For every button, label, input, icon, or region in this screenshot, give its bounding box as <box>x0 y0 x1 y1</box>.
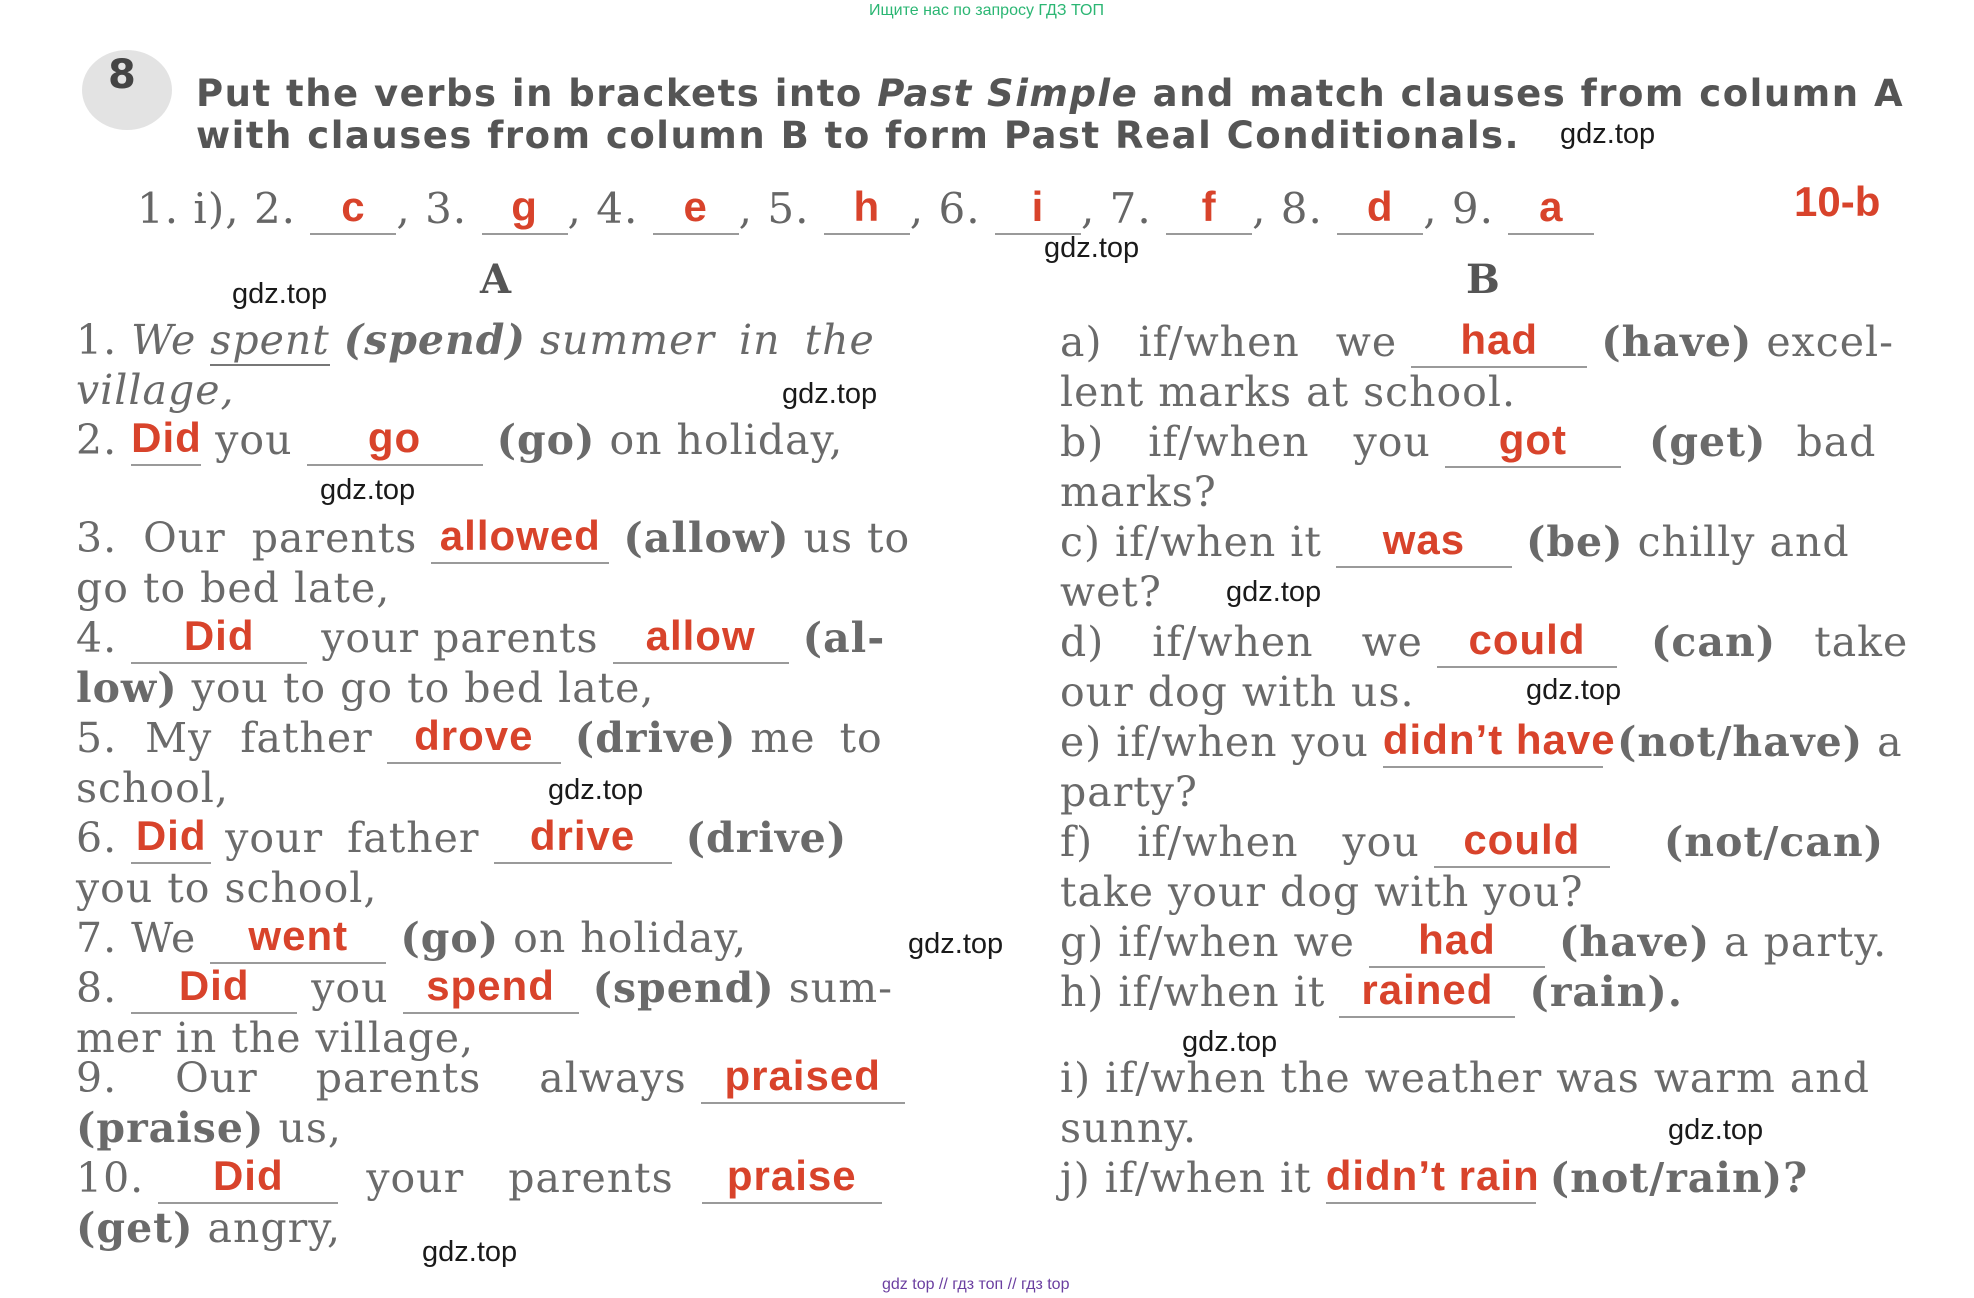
example-answer: spent <box>210 316 330 364</box>
verb-prompt: (drive) <box>685 814 848 862</box>
answer: Did <box>212 1152 284 1199</box>
answer: allow <box>645 612 756 659</box>
answer-blank <box>1339 968 1515 1018</box>
a-line-9 <box>76 1054 905 1104</box>
watermark: gdz.top <box>232 278 328 310</box>
answer: had <box>1460 316 1539 363</box>
answer-blank <box>210 914 386 964</box>
watermark: gdz.top <box>1668 1114 1764 1146</box>
answer: was <box>1382 516 1466 563</box>
key-blank <box>995 184 1081 235</box>
key-item-1: 1. i), 2. <box>137 184 297 233</box>
answer: drive <box>529 812 636 859</box>
text: angry, <box>207 1204 341 1252</box>
answer: drove <box>414 712 534 759</box>
text: your parents <box>366 1154 674 1202</box>
key-blank <box>824 184 910 235</box>
item-number: 10. <box>76 1154 145 1202</box>
b-line-e <box>1060 718 1903 768</box>
exercise-number: 8 <box>108 52 136 98</box>
key-blank <box>1337 184 1423 235</box>
text: 5. My father <box>76 714 373 762</box>
watermark: gdz.top <box>422 1236 518 1268</box>
text: d) if/when we <box>1060 618 1423 666</box>
answer: praise <box>726 1152 857 1199</box>
text: e) if/when you <box>1060 718 1369 766</box>
a-line-7 <box>76 914 747 964</box>
answer-blank <box>131 416 201 466</box>
a-line-10 <box>76 1154 882 1204</box>
verb-prompt: low) <box>76 664 178 712</box>
b-line-d <box>1060 618 1908 668</box>
site-note-top: Ищите нас по запросу ГДЗ ТОП <box>869 2 1104 19</box>
b-line-j <box>1060 1154 1808 1204</box>
answer: rained <box>1361 966 1494 1013</box>
item-number: 2. <box>76 416 118 464</box>
b-line-d2: our dog with us. <box>1060 668 1415 716</box>
verb-prompt: (not/rain)? <box>1549 1154 1809 1202</box>
text: your father <box>225 814 480 862</box>
key-number: 4. <box>596 184 639 233</box>
text: your parents <box>321 614 599 662</box>
a-line-6 <box>76 814 847 864</box>
key-answer: g <box>511 183 538 230</box>
watermark: gdz.top <box>1526 674 1622 706</box>
verb-prompt: (al- <box>802 614 886 662</box>
instruction-part: Put the verbs in brackets into <box>196 72 863 115</box>
watermark: gdz.top <box>908 928 1004 960</box>
text: me to <box>750 714 883 762</box>
text: a <box>1877 718 1903 766</box>
answer-blank <box>701 1054 905 1104</box>
answer-blank <box>1437 618 1617 668</box>
b-line-h <box>1060 968 1683 1018</box>
answer: go <box>367 414 422 461</box>
text: you <box>311 964 389 1012</box>
b-line-e2: party? <box>1060 768 1198 816</box>
text: summer in the <box>539 316 875 364</box>
watermark: gdz.top <box>1044 232 1140 264</box>
answer-blank <box>131 614 307 664</box>
a-line-8 <box>76 964 893 1014</box>
verb-prompt: (rain). <box>1529 968 1684 1016</box>
watermark: gdz.top <box>1226 576 1322 608</box>
item-number: 8. <box>76 964 118 1012</box>
answer-blank <box>403 964 579 1014</box>
verb-prompt: (get) <box>76 1204 194 1252</box>
text: you to go to bed late, <box>191 664 655 712</box>
text: c) if/when it <box>1060 518 1322 566</box>
answer: didn’t rain <box>1325 1152 1540 1199</box>
a-line-4b <box>76 664 654 712</box>
a-line-3 <box>76 514 910 564</box>
answer: praised <box>724 1052 881 1099</box>
a-line-8b: mer in the village, <box>76 1014 474 1062</box>
answer: didn’t have <box>1382 716 1616 763</box>
site-note-bottom: gdz top // гдз топ // гдз top <box>882 1276 1070 1293</box>
text: chilly and <box>1637 518 1850 566</box>
answer: Did <box>178 962 250 1009</box>
key-blank <box>653 184 739 235</box>
key-answer: c <box>341 183 366 230</box>
b-line-i: i) if/when the weather was warm and <box>1060 1054 1870 1102</box>
key-answer: e <box>683 183 708 230</box>
key-answer-10: 10-b <box>1794 178 1881 225</box>
verb-prompt: (go) <box>496 416 596 464</box>
answer-blank <box>131 964 297 1014</box>
column-a-header: A <box>480 256 512 303</box>
answer: allowed <box>439 512 601 559</box>
verb-prompt: (spend) <box>343 316 526 364</box>
verb-prompt: (get) <box>1648 418 1767 466</box>
b-line-c2: wet? <box>1060 568 1162 616</box>
item-number: 4. <box>76 614 118 662</box>
verb-prompt: (have) <box>1601 318 1753 366</box>
verb-prompt: (not/have) <box>1616 718 1864 766</box>
answer-blank <box>431 514 609 564</box>
text: take <box>1814 618 1909 666</box>
key-blank <box>482 184 568 235</box>
verb-prompt: (praise) <box>76 1104 265 1152</box>
watermark: gdz.top <box>548 774 644 806</box>
a-line-2 <box>76 416 843 466</box>
verb-prompt: (allow) <box>623 514 790 562</box>
instruction-line-2: with clauses from column B to form Past Real Conditionals. <box>196 114 1521 157</box>
text: on holiday, <box>513 914 748 962</box>
key-blank <box>1508 184 1594 235</box>
answer: could <box>1468 616 1586 663</box>
verb-prompt: (drive) <box>574 714 737 762</box>
answer-blank <box>1445 418 1621 468</box>
key-answer: f <box>1201 183 1217 230</box>
key-number: 6. <box>938 184 981 233</box>
b-line-f2: take your dog with you? <box>1060 868 1584 916</box>
instruction-tense: Past Simple <box>877 72 1139 115</box>
key-answer: h <box>853 183 881 230</box>
text: j) if/when it <box>1060 1154 1312 1202</box>
key-answer: a <box>1539 183 1564 230</box>
answer-blank <box>387 714 561 764</box>
key-number: 7. <box>1109 184 1152 233</box>
verb-prompt: (can) <box>1651 618 1777 666</box>
b-line-b2: marks? <box>1060 468 1217 516</box>
answer-blank <box>1325 1152 1540 1204</box>
key-number: 3. <box>425 184 468 233</box>
b-line-f <box>1060 818 1884 868</box>
answer: Did <box>135 812 207 859</box>
b-line-c <box>1060 518 1850 568</box>
watermark: gdz.top <box>1182 1026 1278 1058</box>
answer-blank <box>702 1154 882 1204</box>
answer: Did <box>131 414 202 461</box>
watermark: gdz.top <box>320 474 416 506</box>
answer: got <box>1498 416 1568 463</box>
verb-prompt: (have) <box>1559 918 1711 966</box>
item-number: 6. <box>76 814 118 862</box>
b-line-g <box>1060 918 1887 968</box>
text: you <box>215 416 293 464</box>
verb-prompt: (not/can) <box>1663 818 1885 866</box>
text: a party. <box>1724 918 1888 966</box>
key-answer: i <box>1031 183 1045 230</box>
answer-blank <box>158 1154 338 1204</box>
answer-blank <box>307 416 483 466</box>
answer: had <box>1418 916 1496 963</box>
text: We <box>131 316 197 364</box>
text: b) if/when you <box>1060 418 1431 466</box>
key-number: 8. <box>1280 184 1323 233</box>
answer-blank <box>494 814 672 864</box>
a-line-5b: school, <box>76 764 229 812</box>
key-blank <box>310 184 396 235</box>
text: bad <box>1796 418 1877 466</box>
answer-blank <box>1411 318 1587 368</box>
text: us to <box>803 514 911 562</box>
answer-blank <box>131 814 211 864</box>
text: a) if/when we <box>1060 318 1398 366</box>
a-line-5 <box>76 714 883 764</box>
text: 9. Our parents always <box>76 1054 687 1102</box>
verb-prompt: (be) <box>1525 518 1624 566</box>
a-line-9b <box>76 1104 342 1152</box>
watermark: gdz.top <box>782 378 878 410</box>
column-b-header: B <box>1466 256 1500 303</box>
item-number: 1. <box>76 316 118 364</box>
key-answer: d <box>1366 183 1394 230</box>
b-line-a <box>1060 318 1894 368</box>
answer-blank <box>1336 518 1512 568</box>
a-line-4 <box>76 614 885 664</box>
text: on holiday, <box>609 416 844 464</box>
key-number: 9. <box>1451 184 1494 233</box>
text: 3. Our parents <box>76 514 418 562</box>
answer: Did <box>183 612 255 659</box>
text: f) if/when you <box>1060 818 1420 866</box>
verb-prompt: (spend) <box>592 964 775 1012</box>
instruction-line-1 <box>196 72 1904 116</box>
a-line-6b: you to school, <box>76 864 378 912</box>
text: 7. We <box>76 914 197 962</box>
a-line-10b <box>76 1204 341 1252</box>
text: us, <box>278 1104 342 1152</box>
key-number: 5. <box>767 184 810 233</box>
instruction-part: and match clauses from column A <box>1152 72 1905 115</box>
text: g) if/when we <box>1060 918 1355 966</box>
text: excel- <box>1766 318 1894 366</box>
answer-key-row: 1. i), 2. c , 3. g , 4. e , 5. h , 6. i , 7. f , 8. d , 9. a <box>137 184 1594 235</box>
text: sum- <box>788 964 893 1012</box>
watermark: gdz.top <box>1560 118 1656 150</box>
answer-blank <box>1369 918 1545 968</box>
b-line-a2: lent marks at school. <box>1060 368 1517 416</box>
text: h) if/when it <box>1060 968 1326 1016</box>
answer: went <box>248 912 349 959</box>
a-line-1 <box>76 316 875 366</box>
a-line-3b: go to bed late, <box>76 564 391 612</box>
b-line-b <box>1060 418 1876 468</box>
a-line-1b: village, <box>76 366 235 414</box>
answer-blank <box>1434 818 1610 868</box>
key-blank <box>1166 184 1252 235</box>
answer: spend <box>426 962 555 1009</box>
answer-blank <box>1382 716 1616 768</box>
verb-prompt: (go) <box>400 914 500 962</box>
b-line-i2: sunny. <box>1060 1104 1198 1152</box>
answer-blank <box>613 614 789 664</box>
answer: could <box>1463 816 1581 863</box>
